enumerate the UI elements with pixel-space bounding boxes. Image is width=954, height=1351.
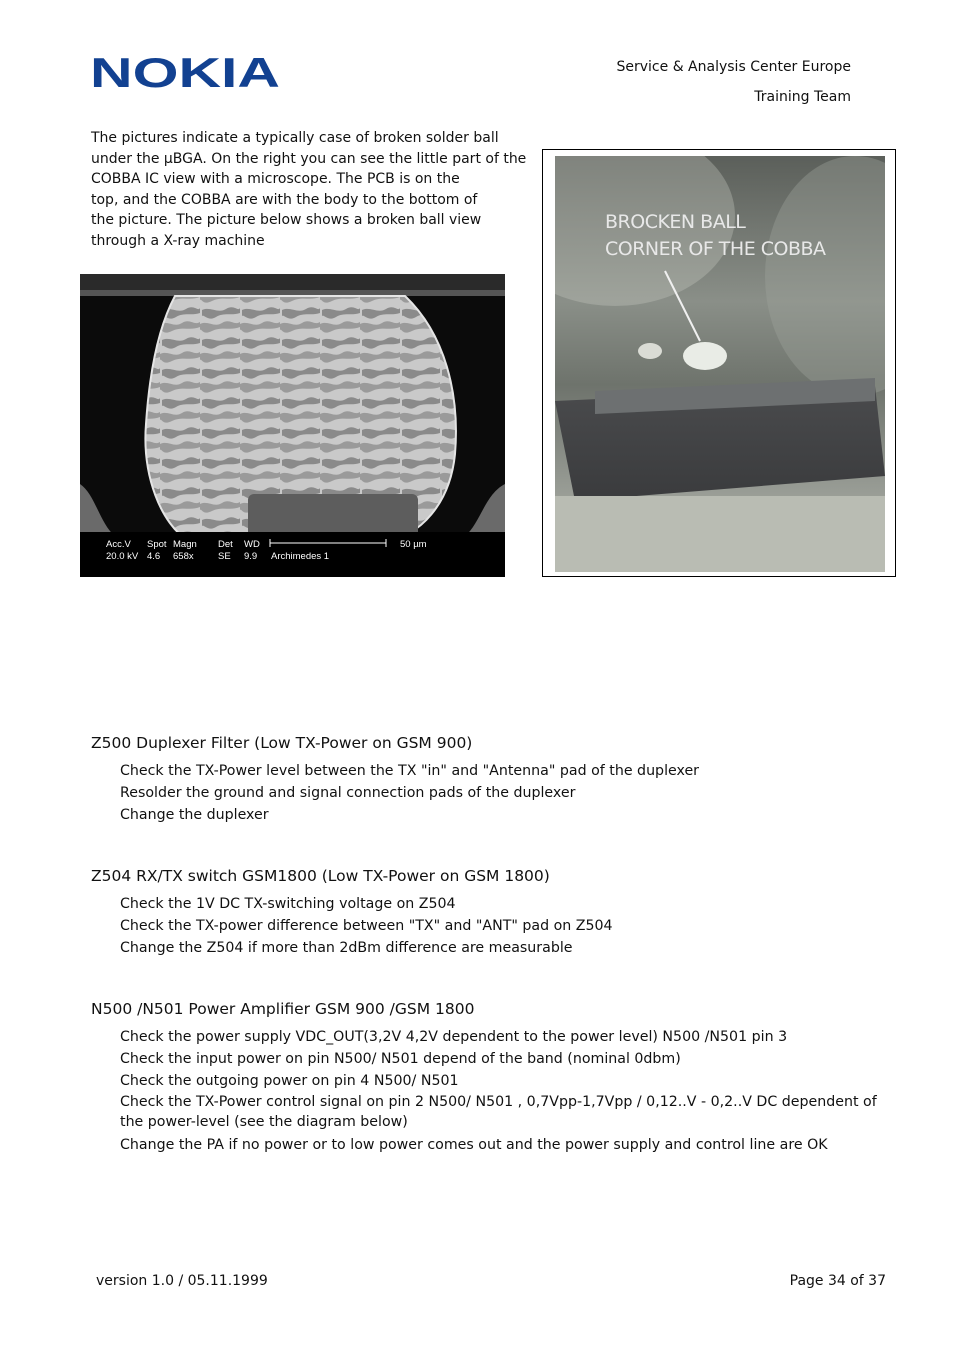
org-line-2: Training Team — [754, 89, 851, 105]
sem-acc-v-header: Acc.V — [106, 539, 131, 550]
intro-line: under the µBGA. On the right you can see the little part of the — [91, 150, 527, 167]
sem-acc-v-value: 20.0 kV — [106, 551, 139, 562]
check-item: Check the power supply VDC_OUT(3,2V 4,2V dependent to the power level) N500 /N501 pin 3 — [120, 1029, 788, 1045]
section-title: N500 /N501 Power Amplifier GSM 900 /GSM 1800 — [91, 1000, 475, 1018]
microscope-photo — [555, 156, 885, 572]
sem-scale-label: 50 µm — [400, 539, 427, 550]
sem-spot-value: 4.6 — [147, 551, 161, 562]
intro-line: COBBA IC view with a microscope. The PCB is on the — [91, 171, 460, 188]
check-item: Check the 1V DC TX-switching voltage on Z504 — [120, 896, 456, 912]
sem-spot-header: Spot — [147, 539, 167, 550]
check-item: Change the duplexer — [120, 807, 269, 823]
check-item: Change the Z504 if more than 2dBm difference are measurable — [120, 940, 573, 956]
intro-paragraph — [91, 128, 531, 252]
sem-det-header: Det — [218, 539, 233, 550]
check-item: Change the PA if no power or to low power comes out and the power supply and control line are OK — [120, 1137, 828, 1153]
footer-version: version 1.0 / 05.11.1999 — [96, 1273, 268, 1289]
check-item: Check the TX-power difference between "TX" and "ANT" pad on Z504 — [120, 918, 613, 934]
microscope-photo-frame — [542, 149, 896, 577]
footer-page-number: Page 34 of 37 — [789, 1273, 886, 1289]
sem-det-value: SE — [218, 551, 231, 562]
check-item: Check the TX-Power level between the TX "in" and "Antenna" pad of the duplexer — [120, 763, 700, 779]
section-title: Z500 Duplexer Filter (Low TX-Power on GSM 900) — [91, 734, 473, 752]
sem-magn-header: Magn — [173, 539, 197, 550]
intro-line: top, and the COBBA are with the body to the bottom of — [91, 191, 478, 208]
sem-xray-image — [80, 274, 505, 577]
photo-label-line-2: CORNER OF THE COBBA — [605, 238, 826, 260]
photo-label-line-1: BROCKEN BALL — [605, 211, 746, 233]
section-z504 — [91, 867, 613, 959]
sem-wd-header: WD — [244, 539, 260, 550]
check-item: Check the outgoing power on pin 4 N500/ N501 — [120, 1073, 459, 1089]
sem-magn-value: 658x — [173, 551, 194, 562]
section-z500 — [91, 734, 699, 826]
check-item: Check the input power on pin N500/ N501 depend of the band (nominal 0dbm) — [120, 1051, 681, 1067]
sem-operator: Archimedes 1 — [271, 551, 330, 562]
intro-line: through a X-ray machine — [91, 232, 265, 249]
org-line-1: Service & Analysis Center Europe — [616, 59, 851, 75]
intro-line: the picture. The picture below shows a broken ball view — [91, 212, 482, 229]
logo-text: NOKIA — [90, 56, 280, 90]
check-item: Check the TX-Power control signal on pin 2 N500/ N501 , 0,7Vpp-1,7Vpp / 0,12..V - 0,2..V DC dependent of the power-level (see the diagram below) — [120, 1094, 877, 1130]
intro-line: The pictures indicate a typically case of broken solder ball — [91, 130, 499, 146]
section-n500-n501 — [91, 1000, 890, 1156]
section-title: Z504 RX/TX switch GSM1800 (Low TX-Power on GSM 1800) — [91, 867, 550, 885]
sem-wd-value: 9.9 — [244, 551, 258, 562]
check-item: Resolder the ground and signal connection pads of the duplexer — [120, 785, 576, 801]
nokia-logo — [90, 56, 282, 94]
